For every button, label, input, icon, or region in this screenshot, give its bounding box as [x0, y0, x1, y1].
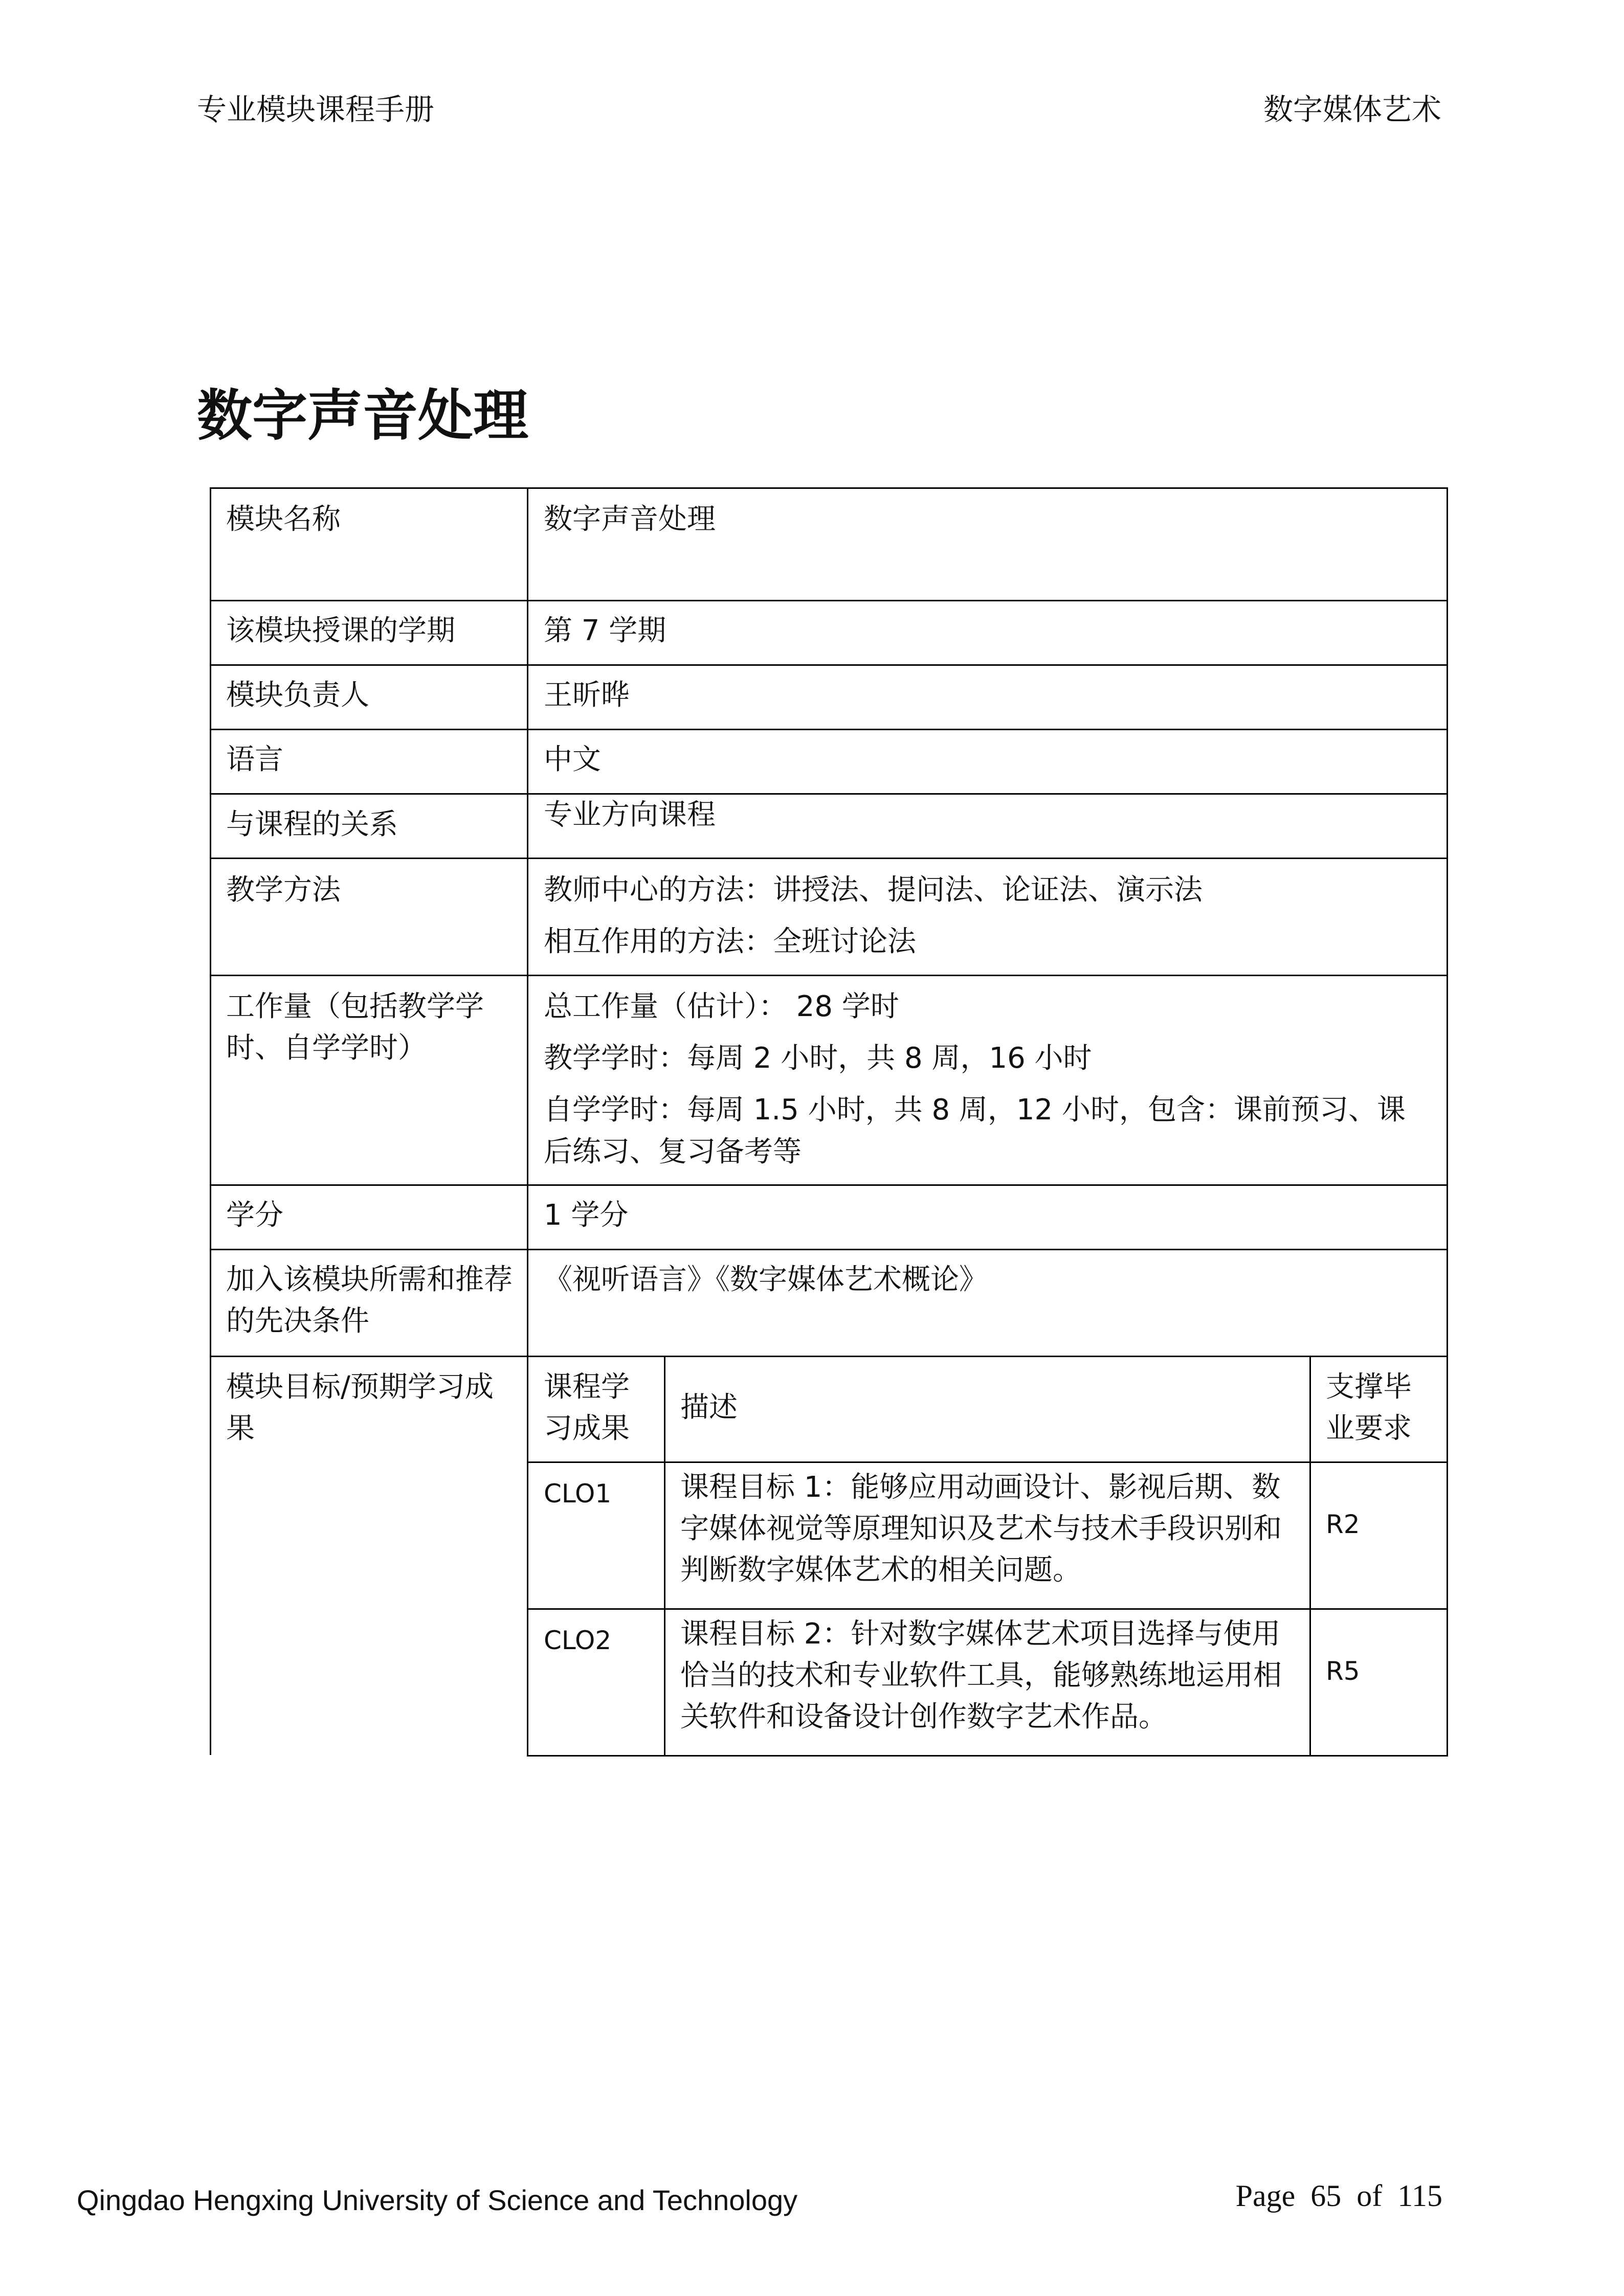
workload-value	[544, 986, 1434, 1173]
language-value: 中文	[544, 743, 601, 776]
footer-university: Qingdao Hengxing University of Science and Technology	[77, 2184, 798, 2216]
workload-label: 工作量（包括教学学时、自学学时）	[226, 990, 484, 1065]
footer-page-number	[1236, 2178, 1442, 2214]
relation-value: 专业方向课程	[544, 798, 716, 831]
module-name-label: 模块名称	[226, 503, 341, 536]
owner-value: 王昕晔	[544, 679, 630, 712]
footer-page-current: 65	[1310, 2179, 1342, 2213]
footer-page-total: 115	[1397, 2179, 1442, 2213]
semester-value: 第 7 学期	[544, 614, 666, 647]
clo-row-2-support: R5	[1326, 1656, 1360, 1686]
clo-row-1-id: CLO1	[544, 1479, 612, 1509]
clo-row-1-support: R2	[1326, 1510, 1360, 1539]
clo-row-2-id: CLO2	[544, 1626, 612, 1655]
method-label: 教学方法	[226, 873, 341, 907]
semester-label: 该模块授课的学期	[226, 614, 455, 647]
footer-page-word: Page	[1235, 2179, 1296, 2213]
clo-header-description: 描述	[680, 1391, 738, 1424]
credit-value: 1 学分	[544, 1199, 629, 1232]
credit-label: 学分	[226, 1199, 283, 1232]
header-left: 专业模块课程手册	[197, 92, 435, 127]
prereq-label: 加入该模块所需和推荐的先决条件	[226, 1263, 513, 1338]
page-title: 数字声音处理	[197, 384, 529, 448]
workload-line-3: 自学学时：每周 1.5 小时，共 8 周，12 小时，包含：课前预习、课后练习、复习备考等	[544, 1093, 1406, 1168]
module-name-value: 数字声音处理	[544, 503, 716, 536]
workload-line-2: 教学学时：每周 2 小时，共 8 周，16 小时	[544, 1042, 1092, 1075]
clo-row-2-description: 课程目标 2：针对数字媒体艺术项目选择与使用恰当的技术和专业软件工具，能够熟练地运用相关软件和设备设计创作数字艺术作品。	[680, 1617, 1282, 1734]
owner-label: 模块负责人	[226, 679, 369, 712]
objectives-label: 模块目标/预期学习成果	[226, 1370, 494, 1446]
relation-label: 与课程的关系	[226, 808, 398, 841]
workload-line-1: 总工作量（估计）： 28 学时	[544, 990, 899, 1023]
language-label: 语言	[226, 743, 283, 776]
header-right: 数字媒体艺术	[1263, 92, 1441, 127]
clo-header-outcome: 课程学习成果	[544, 1370, 630, 1446]
clo-row-1-description: 课程目标 1：能够应用动画设计、影视后期、数字媒体视觉等原理知识及艺术与技术手段识别和判断数字媒体艺术的相关问题。	[680, 1471, 1282, 1587]
footer-page-of: of	[1356, 2179, 1383, 2213]
method-line-1: 教师中心的方法：讲授法、提问法、论证法、演示法	[544, 873, 1203, 907]
method-line-2: 相互作用的方法：全班讨论法	[544, 925, 916, 959]
clo-header-support: 支撑毕业要求	[1326, 1370, 1412, 1446]
method-value	[544, 869, 1434, 962]
prereq-value: 《视听语言》《数字媒体艺术概论》	[544, 1263, 988, 1296]
